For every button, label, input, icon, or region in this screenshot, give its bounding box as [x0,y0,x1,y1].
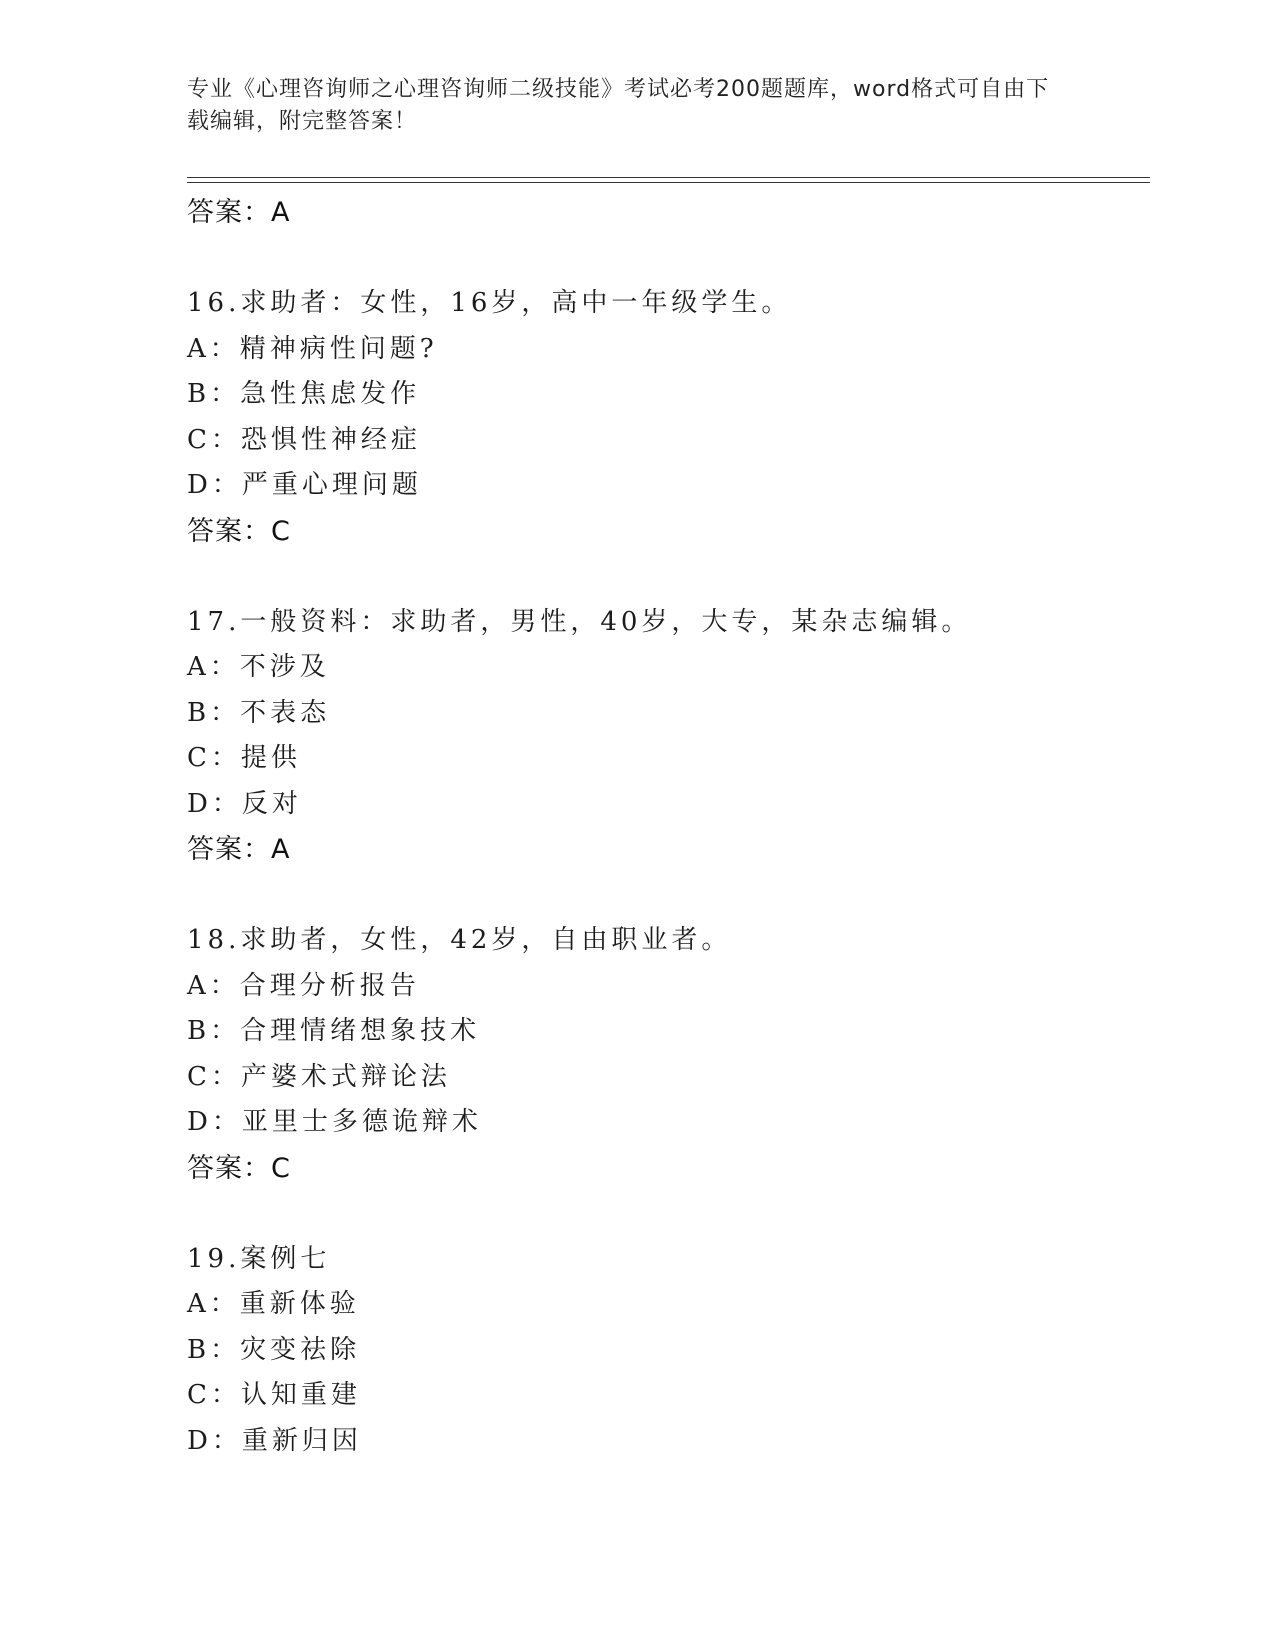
option-c: C：产婆术式辩论法 [187,1061,451,1092]
option-d: D：亚里士多德诡辩术 [187,1107,482,1137]
answer-line: 答案：C [187,1152,291,1184]
option-a: A：合理分析报告 [187,970,420,1001]
question-16 [187,281,1147,554]
answer-line: 答案：A [187,197,291,228]
option-a: A：精神病性问题? [187,333,438,364]
option-b: B：急性焦虑发作 [187,379,421,409]
answer-line: 答案：A [187,834,291,865]
answer-line: 答案：C [187,515,291,547]
question-stem: 19.案例七 [187,1243,331,1274]
option-b: B：合理情绪想象技术 [187,1016,481,1046]
option-d: D：重新归因 [187,1425,362,1456]
option-c: C：提供 [187,743,301,773]
question-stem: 18.求助者，女性，42岁，自由职业者。 [187,925,732,955]
option-d: D：严重心理问题 [187,470,422,500]
option-b: B：灾变祛除 [187,1334,361,1365]
question-17 [187,600,1147,873]
option-a: A：不涉及 [187,652,330,682]
header-divider-top [187,177,1150,178]
option-b: B：不表态 [187,697,331,728]
option-a: A：重新体验 [187,1289,360,1319]
option-c: C：恐惧性神经症 [187,424,421,455]
document-header: 专业《心理咨询师之心理咨询师二级技能》考试必考200题题库，word格式可自由下载编辑，附完整答案！ [187,77,1050,134]
question-19 [187,1237,1147,1465]
question-stem: 16.求助者：女性，16岁，高中一年级学生。 [187,288,792,318]
option-c: C：认知重建 [187,1380,361,1410]
header-divider-bottom [187,182,1150,183]
option-d: D：反对 [187,788,302,819]
question-stem: 17.一般资料：求助者，男性，40岁，大专，某杂志编辑。 [187,606,972,637]
question-18 [187,918,1147,1191]
document-body [187,190,1147,1464]
